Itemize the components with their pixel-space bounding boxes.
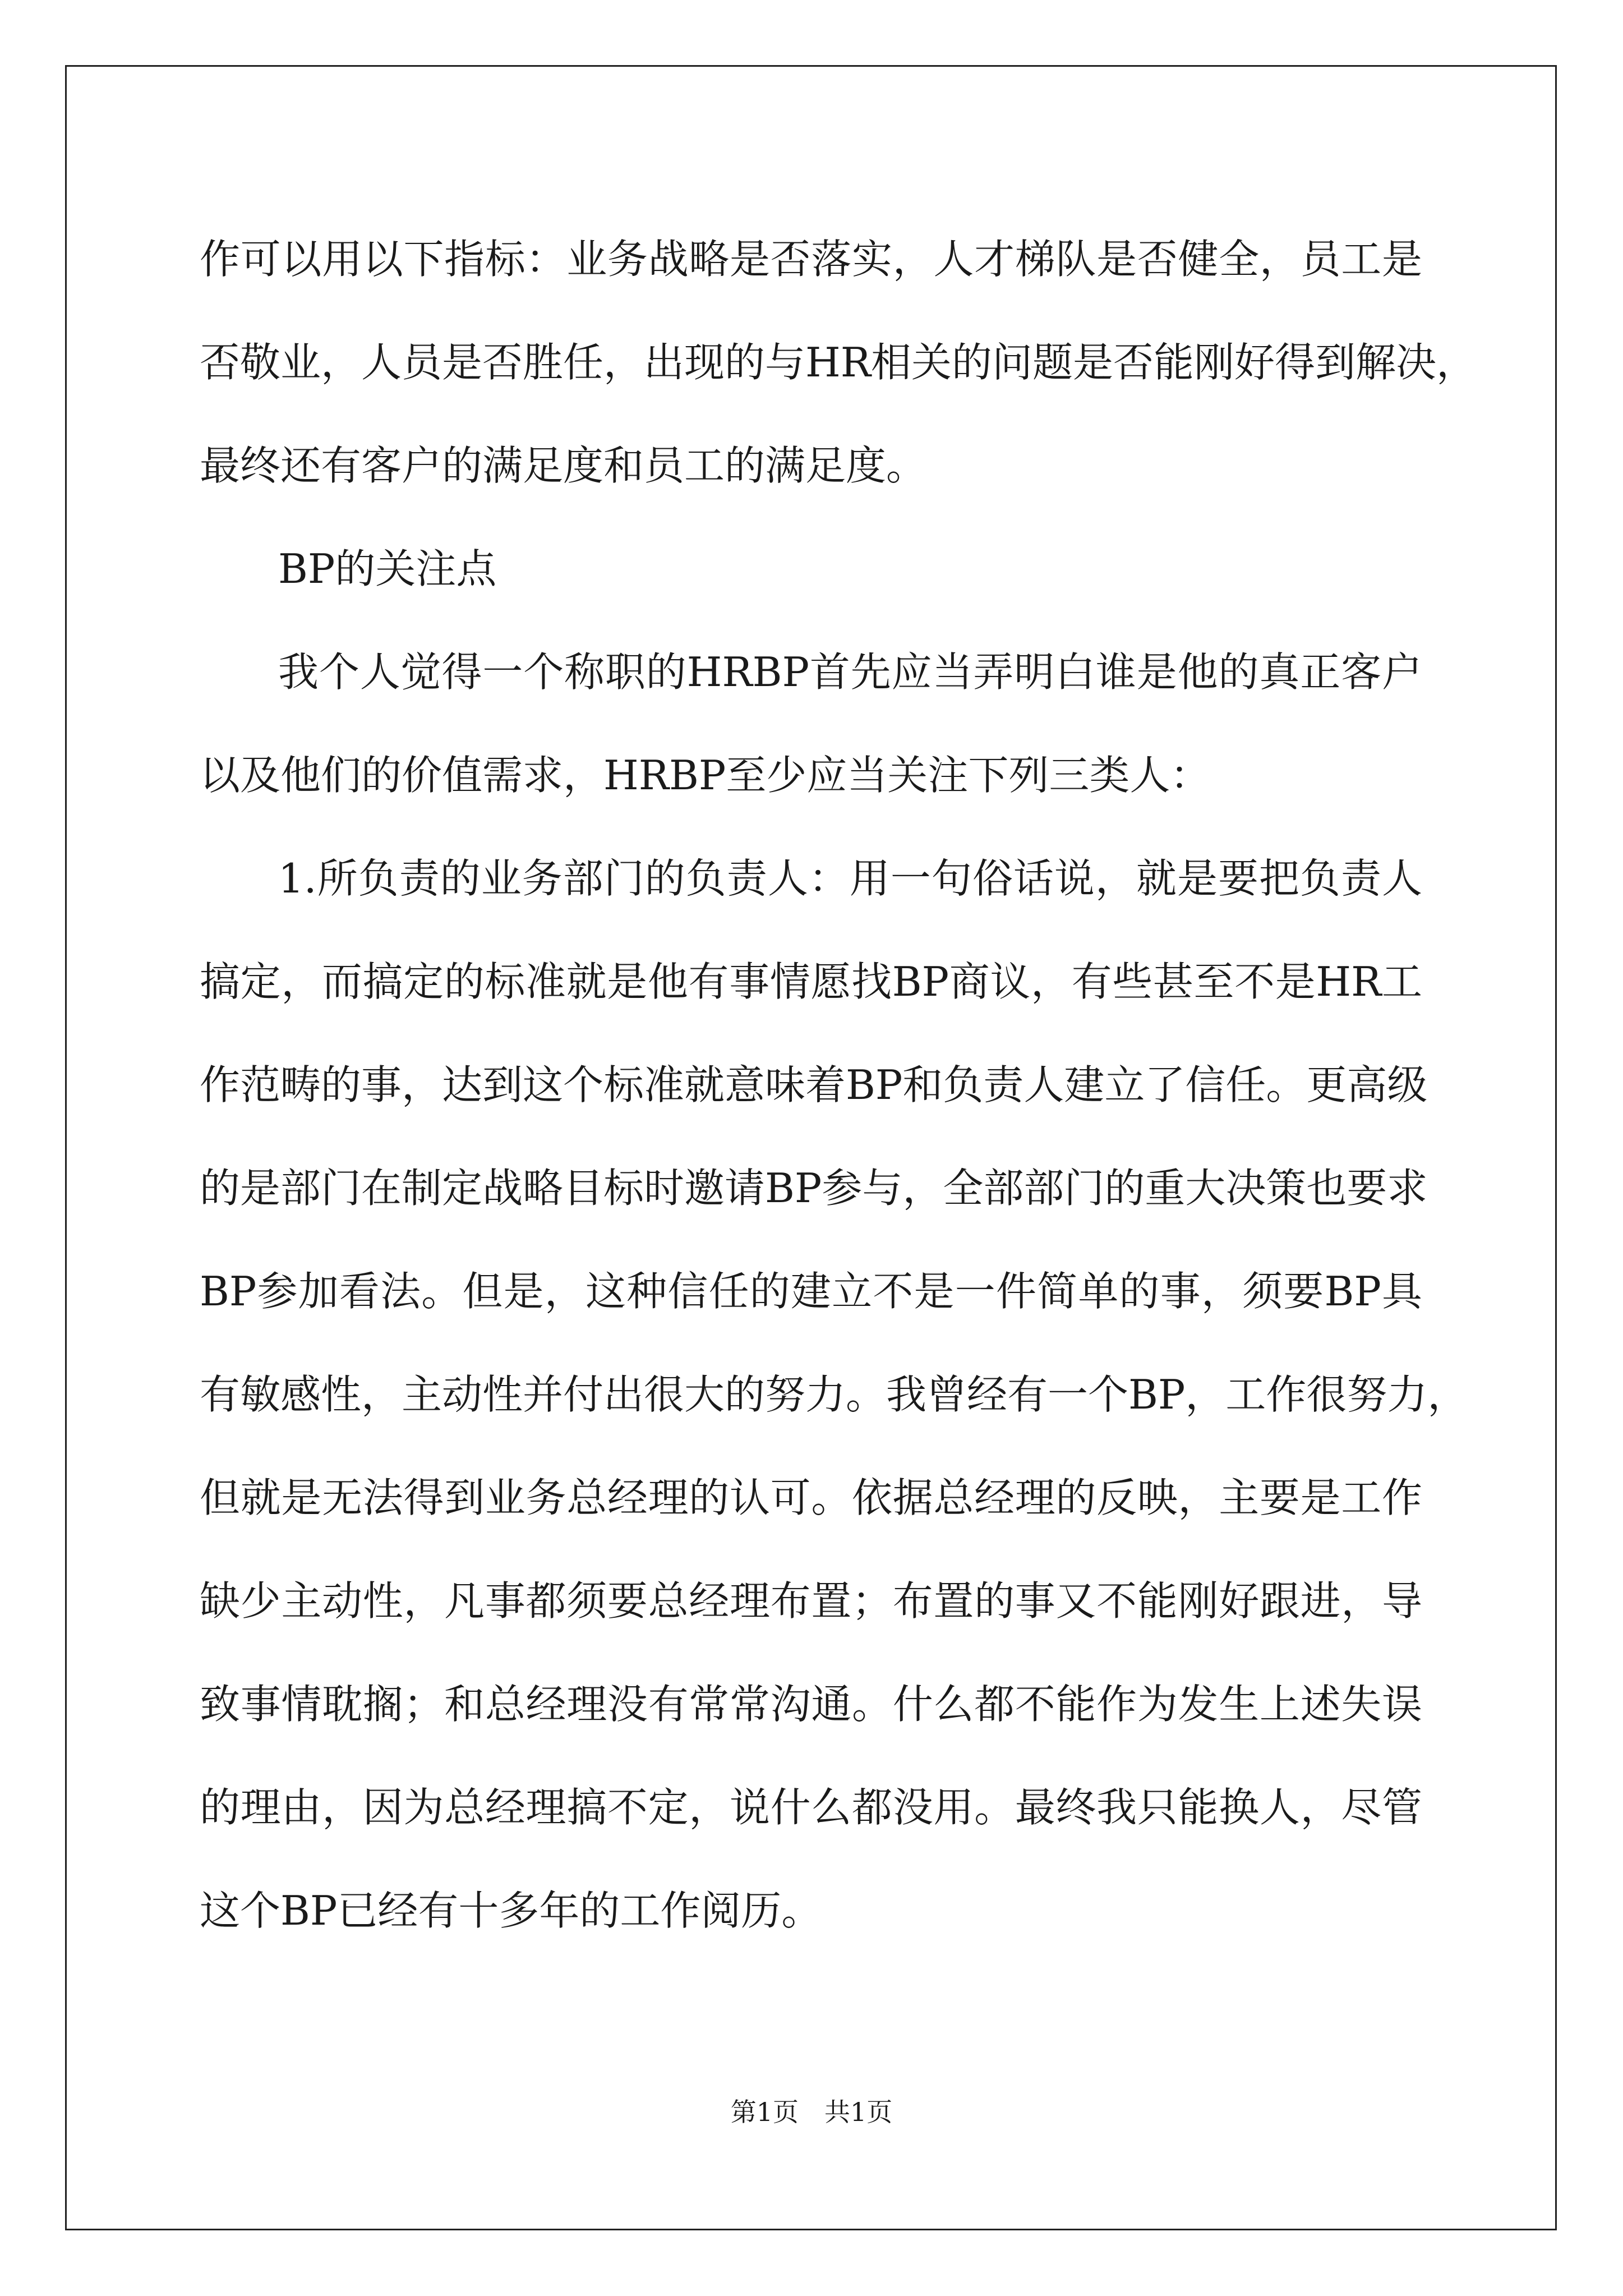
text-line: 搞定，而搞定的标准就是他有事情愿找BP商议，有些甚至不是HR工 [200,958,1422,1005]
text-line: BP参加看法。但是，这种信任的建立不是一件简单的事，须要BP具 [200,1268,1422,1315]
text-line: 致事情耽搁；和总经理没有常常沟通。什么都不能作为发生上述失误 [200,1681,1422,1728]
document-body [200,208,1477,1962]
text-line: 作范畴的事，达到这个标准就意味着BP和负责人建立了信任。更高级 [200,1061,1428,1108]
text-line: 作可以用以下指标：业务战略是否落实，人才梯队是否健全，员工是 [200,236,1422,283]
text-line: 的理由，因为总经理搞不定，说什么都没用。最终我只能换人，尽管 [200,1784,1422,1831]
text-line: 但就是无法得到业务总经理的认可。依据总经理的反映，主要是工作 [200,1474,1422,1521]
text-line: 这个BP已经有十多年的工作阅历。 [200,1887,822,1934]
text-line: 否敬业，人员是否胜任，出现的与HR相关的问题是否能刚好得到解决， [200,339,1477,386]
text-line: 最终还有客户的满足度和员工的满足度。 [200,442,927,489]
text-line: 以及他们的价值需求，HRBP至少应当关注下列三类人： [200,752,1211,799]
page-footer: 第1页 共1页 [730,2097,893,2127]
text-line: 的是部门在制定战略目标时邀请BP参与，全部部门的重大决策也要求 [200,1165,1428,1212]
section-heading: BP的关注点 [278,545,497,592]
text-line: 缺少主动性，凡事都须要总经理布置；布置的事又不能刚好跟进，导 [200,1577,1422,1625]
text-line: 我个人觉得一个称职的HRBP首先应当弄明白谁是他的真正客户 [278,648,1422,696]
text-line: 有敏感性，主动性并付出很大的努力。我曾经有一个BP，工作很努力， [200,1371,1468,1418]
text-line: 1.所负责的业务部门的负责人：用一句俗话说，就是要把负责人 [278,855,1422,902]
